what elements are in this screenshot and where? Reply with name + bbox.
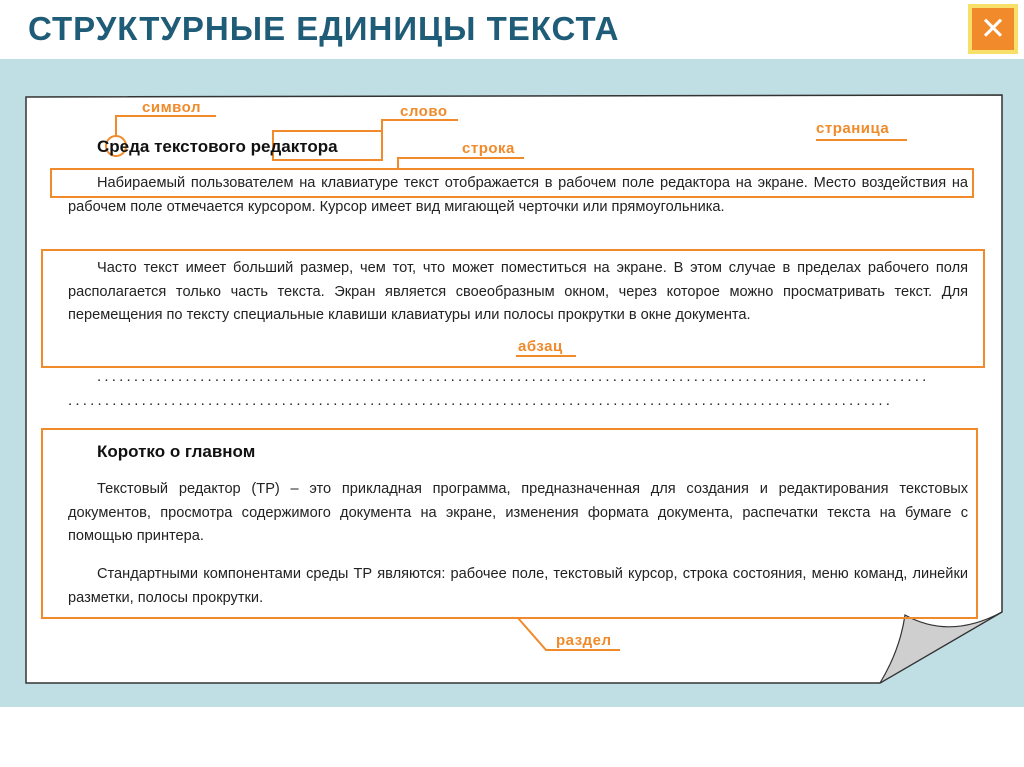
label-symbol: символ [142, 99, 202, 116]
label-line: строка [462, 140, 515, 157]
page-title: СТРУКТУРНЫЕ ЕДИНИЦЫ ТЕКСТА [28, 10, 620, 47]
label-section: раздел [556, 632, 612, 649]
close-icon: ✕ [972, 8, 1014, 50]
label-word: слово [400, 103, 448, 120]
paragraph-4: Стандартными компонентами среды ТР являются: рабочее поле, текстовый курсор, строка состояния, меню команд, линейки разметки, полосы прокрутки. [68, 566, 968, 606]
label-page: страница [816, 120, 890, 137]
heading-summary: Коротко о главном [97, 442, 256, 461]
paragraph-2: Часто текст имеет больший размер, чем тот, что может поместиться на экране. В этом случае в пределах рабочего поля располагается только часть текста. Экран является своеобразным окном, через которое можно просматривать текст. Для перемещения по тексту специальные клавиши клавиатуры или полосы прокрутки в окне документа. [68, 260, 968, 323]
heading-editor-environment: Среда текстового редактора [97, 137, 338, 156]
paragraph-3: Текстовый редактор (ТР) – это прикладная программа, предназначенная для создания и редактирования текстовых документов, просмотра содержимого документа на экране, изменения формата документа, распечатки текста на бумаге с помощью принтера. [68, 481, 968, 544]
paragraph-1: Набираемый пользователем на клавиатуре текст отображается в рабочем поле редактора на экране. Место воздействия на рабочем поле отмечается курсором. Курсор имеет вид мигающей черточки или прямоугольника. [68, 175, 968, 215]
dots-line-2: ................................................................................................................ [68, 392, 894, 409]
label-paragraph: абзац [518, 338, 563, 355]
dots-line-1: ................................................................................................................. [97, 368, 930, 385]
